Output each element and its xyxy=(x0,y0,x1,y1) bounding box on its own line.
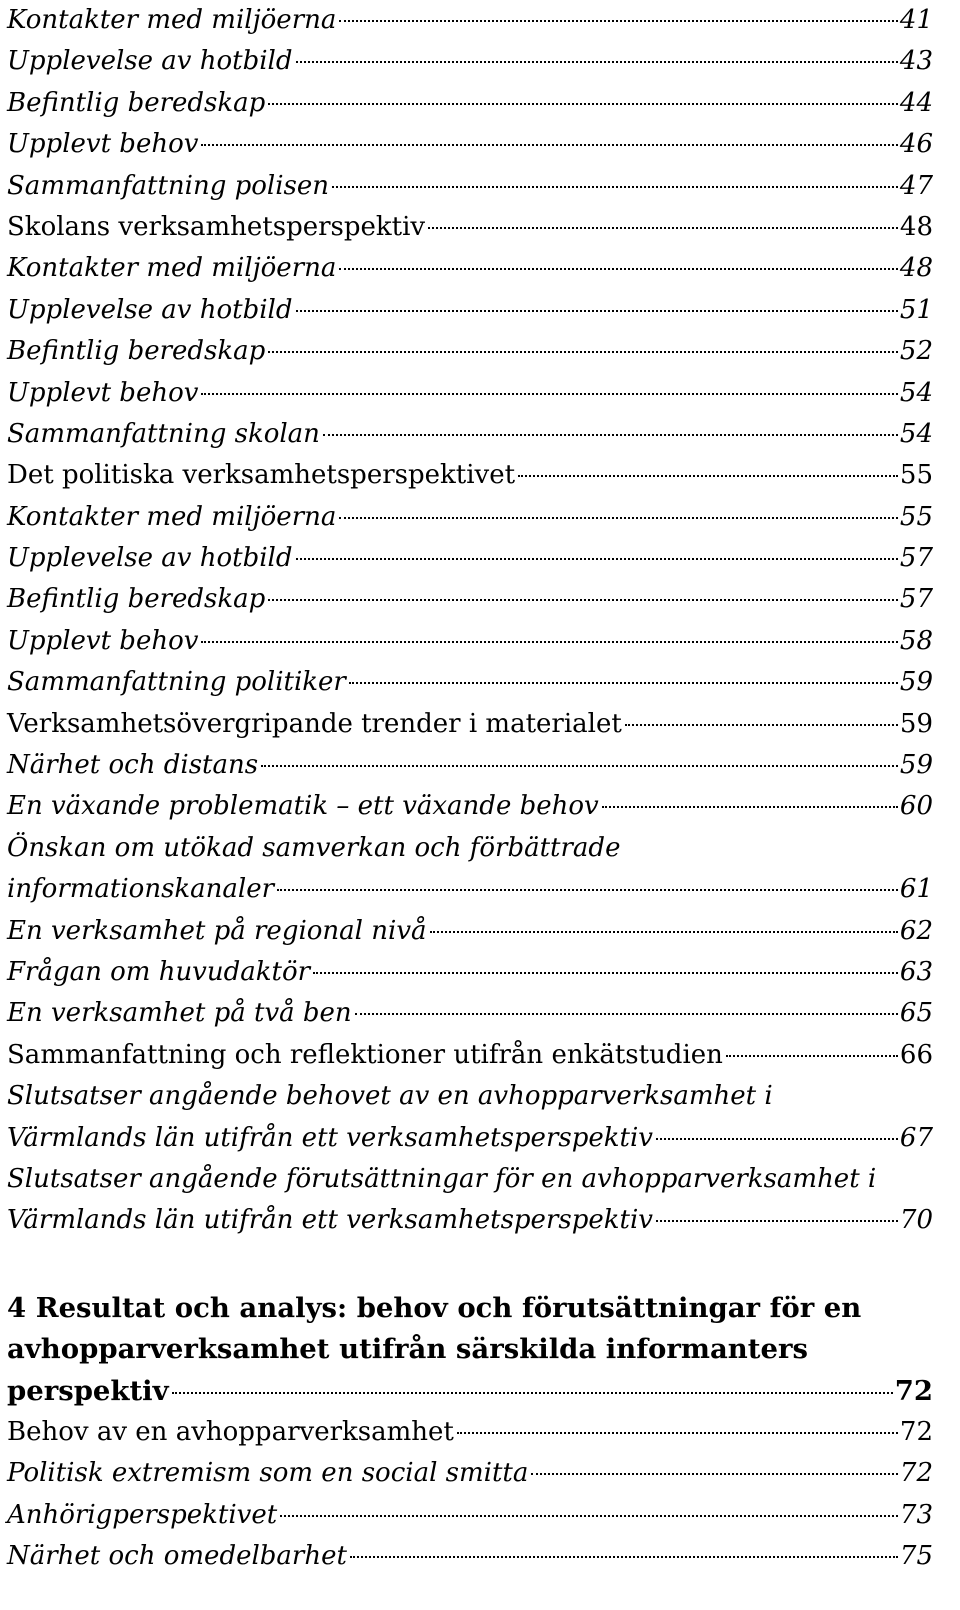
toc-entry[interactable] xyxy=(7,869,933,910)
toc-entry[interactable] xyxy=(7,331,933,372)
toc-entry[interactable] xyxy=(7,1288,933,1329)
toc-entry-title: Anhörigperspektivet xyxy=(7,1499,278,1530)
toc-entry-title: Önskan om utökad samverkan och förbättrade xyxy=(7,832,621,863)
dot-leader xyxy=(430,931,898,933)
dot-leader xyxy=(201,393,897,395)
toc-entry[interactable] xyxy=(7,1159,933,1200)
toc-entry-title: Befintlig beredskap xyxy=(7,336,266,367)
toc-entry-title: Upplevelse av hotbild xyxy=(7,46,293,77)
toc-entry-page-number: 72 xyxy=(899,1458,933,1489)
toc-entry-title: Upplevelse av hotbild xyxy=(7,294,293,325)
toc-entry[interactable] xyxy=(7,83,933,124)
dot-leader xyxy=(428,227,898,229)
toc-entry-page-number: 48 xyxy=(899,211,933,242)
toc-entry-page-number: 72 xyxy=(899,1416,933,1447)
toc-entry-page-number: 41 xyxy=(899,5,933,35)
toc-entry[interactable] xyxy=(7,952,933,993)
toc-entry-title: Närhet och omedelbarhet xyxy=(7,1541,347,1572)
toc-entry[interactable] xyxy=(7,1329,933,1370)
toc-entry[interactable] xyxy=(7,455,933,496)
toc-entry-page-number: 60 xyxy=(899,791,933,822)
toc-entry[interactable] xyxy=(7,1076,933,1117)
dot-leader xyxy=(656,1138,898,1140)
toc-entry-title: Sammanfattning politiker xyxy=(7,667,346,698)
toc-entry[interactable] xyxy=(7,124,933,165)
toc-entry-page-number: 66 xyxy=(899,1039,933,1070)
dot-leader xyxy=(296,558,898,560)
dot-leader xyxy=(172,1392,893,1394)
toc-entry-page-number: 67 xyxy=(899,1122,933,1153)
toc-entry[interactable] xyxy=(7,1371,933,1412)
toc-entry-title: En verksamhet på två ben xyxy=(7,998,352,1029)
toc-entry-title: Närhet och distans xyxy=(7,750,259,781)
dot-leader xyxy=(602,806,898,808)
toc-entry-title: Sammanfattning och reflektioner utifrån enkätstudien xyxy=(7,1039,723,1070)
toc-entry-title: Kontakter med miljöerna xyxy=(7,253,337,284)
dot-leader xyxy=(332,186,898,188)
dot-leader xyxy=(349,682,898,684)
toc-entry[interactable] xyxy=(7,662,933,703)
toc-entry-title: Politisk extremism som en social smitta xyxy=(7,1458,529,1489)
toc-entry-page-number: 59 xyxy=(899,667,933,698)
dot-leader xyxy=(339,268,898,270)
toc-entry-page-number: 54 xyxy=(899,418,933,449)
toc-entry[interactable] xyxy=(7,373,933,414)
toc-entry-title: perspektiv xyxy=(7,1374,169,1407)
toc-entry-title: Kontakter med miljöerna xyxy=(7,501,337,532)
toc-entry-title: Upplevt behov xyxy=(7,625,199,656)
toc-entry-title: En växande problematik – ett växande behov xyxy=(7,791,599,822)
toc-entry[interactable] xyxy=(7,538,933,579)
toc-entry-title: Slutsatser angående behovet av en avhopparverksamhet i xyxy=(7,1081,773,1112)
toc-entry-title: Upplevt behov xyxy=(7,129,199,160)
toc-entry-page-number: 57 xyxy=(899,543,933,574)
toc-entry[interactable] xyxy=(7,621,933,662)
toc-entry-title: Värmlands län utifrån ett verksamhetsperspektiv xyxy=(7,1122,653,1153)
toc-entry[interactable] xyxy=(7,745,933,786)
toc-entry[interactable] xyxy=(7,1495,933,1536)
toc-entry-page-number: 72 xyxy=(894,1374,933,1407)
toc-entry-page-number: 73 xyxy=(899,1499,933,1530)
toc-entry-title: En verksamhet på regional nivå xyxy=(7,915,427,946)
toc-entry-page-number: 43 xyxy=(899,46,933,77)
toc-entry-page-number: 58 xyxy=(899,625,933,656)
toc-entry[interactable] xyxy=(7,786,933,827)
dot-leader xyxy=(339,517,898,519)
toc-entry-title: Verksamhetsövergripande trender i materialet xyxy=(7,708,622,739)
toc-entry-title: Sammanfattning skolan xyxy=(7,418,320,449)
dot-leader xyxy=(261,765,898,767)
toc-entry[interactable] xyxy=(7,1536,933,1577)
toc-entry[interactable] xyxy=(7,993,933,1034)
toc-entry-title: 4 Resultat och analys: behov och förutsättningar för en xyxy=(7,1291,862,1324)
dot-leader xyxy=(339,20,898,22)
dot-leader xyxy=(201,641,897,643)
toc-entry-page-number: 44 xyxy=(899,87,933,118)
dot-leader xyxy=(350,1556,898,1558)
toc-entry-title: Värmlands län utifrån ett verksamhetsperspektiv xyxy=(7,1205,653,1236)
dot-leader xyxy=(268,351,898,353)
toc-entry-page-number: 65 xyxy=(899,998,933,1029)
dot-leader xyxy=(726,1055,898,1057)
dot-leader xyxy=(531,1473,898,1475)
toc-entry[interactable] xyxy=(7,1453,933,1494)
toc-entry-title: informationskanaler xyxy=(7,874,275,905)
dot-leader xyxy=(313,972,898,974)
toc-entry[interactable] xyxy=(7,414,933,455)
toc-entry-title: Upplevt behov xyxy=(7,377,199,408)
toc-entry[interactable] xyxy=(7,248,933,289)
dot-leader xyxy=(457,1432,898,1434)
toc-entry-title: Befintlig beredskap xyxy=(7,584,266,615)
toc-entry[interactable] xyxy=(7,1118,933,1159)
toc-entry-title: Befintlig beredskap xyxy=(7,87,266,118)
toc-entry-page-number: 59 xyxy=(899,708,933,739)
toc-entry-page-number: 57 xyxy=(899,584,933,615)
dot-leader xyxy=(201,144,897,146)
toc-entry-page-number: 52 xyxy=(899,336,933,367)
toc-entry-title: Kontakter med miljöerna xyxy=(7,5,337,35)
dot-leader xyxy=(355,1013,898,1015)
dot-leader xyxy=(280,1515,898,1517)
toc-entry[interactable] xyxy=(7,704,933,745)
toc-entry[interactable] xyxy=(7,166,933,207)
dot-leader xyxy=(323,434,898,436)
toc-entry-title: Behov av en avhopparverksamhet xyxy=(7,1416,454,1447)
toc-entry-title: Sammanfattning polisen xyxy=(7,170,330,201)
toc-entry-page-number: 59 xyxy=(899,750,933,781)
toc-entry-title: Skolans verksamhetsperspektiv xyxy=(7,211,426,242)
dot-leader xyxy=(268,599,898,601)
toc-entry[interactable] xyxy=(7,41,933,82)
toc-entry[interactable] xyxy=(7,579,933,620)
dot-leader xyxy=(625,724,898,726)
toc-entry-page-number: 70 xyxy=(899,1205,933,1236)
toc-entry-page-number: 54 xyxy=(899,377,933,408)
toc-entry-title: Det politiska verksamhetsperspektivet xyxy=(7,460,516,491)
toc-entry-page-number: 46 xyxy=(899,129,933,160)
toc-entry[interactable] xyxy=(7,1200,933,1241)
toc-entry[interactable] xyxy=(7,497,933,538)
toc-entry[interactable] xyxy=(7,1035,933,1076)
toc-entry-page-number: 51 xyxy=(899,294,933,325)
toc-entry-page-number: 61 xyxy=(899,874,933,905)
toc-entry-page-number: 48 xyxy=(899,253,933,284)
toc-entry[interactable] xyxy=(7,911,933,952)
dot-leader xyxy=(518,475,898,477)
toc-entry-page-number: 55 xyxy=(899,460,933,491)
dot-leader xyxy=(268,103,898,105)
toc-entry-page-number: 75 xyxy=(899,1541,933,1572)
dot-leader xyxy=(277,889,898,891)
dot-leader xyxy=(656,1220,898,1222)
toc-entry[interactable] xyxy=(7,290,933,331)
toc-entry-title: Slutsatser angående förutsättningar för en avhopparverksamhet i xyxy=(7,1163,877,1194)
toc-entry-page-number: 55 xyxy=(899,501,933,532)
dot-leader xyxy=(296,310,898,312)
toc-entry-title: Frågan om huvudaktör xyxy=(7,956,311,987)
section-spacer xyxy=(7,1242,933,1288)
dot-leader xyxy=(296,61,898,63)
toc-entry-page-number: 47 xyxy=(899,170,933,201)
toc-entry-title: Upplevelse av hotbild xyxy=(7,543,293,574)
table-of-contents xyxy=(7,0,933,1577)
toc-entry-page-number: 62 xyxy=(899,915,933,946)
toc-entry[interactable] xyxy=(7,0,933,41)
toc-entry-title: avhopparverksamhet utifrån särskilda informanters xyxy=(7,1333,808,1366)
toc-entry[interactable] xyxy=(7,207,933,248)
toc-entry[interactable] xyxy=(7,1412,933,1453)
toc-entry-page-number: 63 xyxy=(899,956,933,987)
toc-entry[interactable] xyxy=(7,828,933,869)
